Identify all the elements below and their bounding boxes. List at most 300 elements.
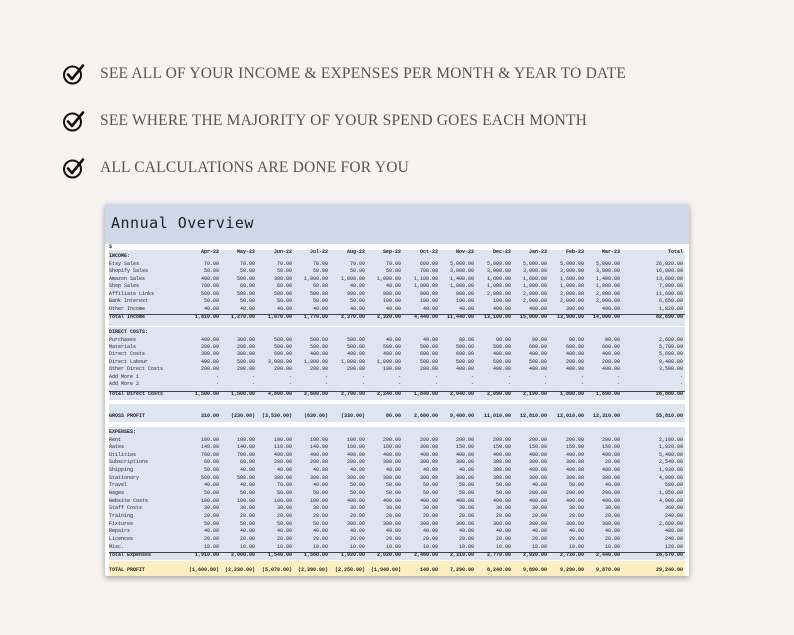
direct-cost-row-value: 500.00 <box>236 358 255 365</box>
expense-row-value: 150.00 <box>528 444 547 451</box>
direct-cost-row-value: 200.00 <box>273 366 292 373</box>
expense-row-value: 300.00 <box>492 520 511 527</box>
total-profit-value: 8,240.00 <box>486 566 511 573</box>
expenses-total-value: 2,020.00 <box>376 551 401 558</box>
expense-row-value: 240.00 <box>664 513 683 520</box>
expense-row-value: 300.00 <box>419 520 438 527</box>
total-profit-value: (1,940.00) <box>370 566 401 573</box>
expense-row-value: 300.00 <box>601 520 620 527</box>
expense-row-value: 30.00 <box>568 505 584 512</box>
expense-row-value: 200.00 <box>419 436 438 443</box>
expense-row-value: 10.00 <box>604 543 620 550</box>
income-row-value: 5,000.00 <box>486 260 511 267</box>
direct-costs-total-value: 26,880.00 <box>655 390 683 397</box>
income-row-value: 2,000.00 <box>522 290 547 297</box>
expense-row-value: 4,000.00 <box>658 497 683 504</box>
expense-row-value: 40.00 <box>349 467 365 474</box>
total-profit-value: 7,290.00 <box>449 566 474 573</box>
income-row-value: 300.00 <box>273 275 292 282</box>
income-row-value: 1,100.00 <box>413 275 438 282</box>
total-profit-value: 9,870.00 <box>595 566 620 573</box>
expense-row-value: 20.00 <box>495 536 511 543</box>
total-profit-value: (1,600.00) <box>188 566 219 573</box>
expense-row-label: Subscriptions <box>109 459 149 466</box>
month-header: Dec-22 <box>492 248 511 255</box>
income-total-value: 2,370.00 <box>340 313 365 320</box>
income-row-value: 50.00 <box>239 298 255 304</box>
gross-profit-value: 55,810.00 <box>655 412 683 419</box>
expense-row-value: 50.00 <box>458 490 474 497</box>
month-header: Jul-22 <box>309 248 328 255</box>
gross-profit-label: GROSS PROFIT <box>109 412 146 419</box>
expense-row-value: 150.00 <box>455 444 474 451</box>
expense-row-value: 50.00 <box>495 490 511 497</box>
expense-row-value: 400.00 <box>601 451 620 458</box>
direct-cost-row-value: 90.00 <box>568 336 584 343</box>
direct-cost-row-value: - <box>470 380 474 387</box>
direct-cost-row-value: 400.00 <box>528 351 547 358</box>
direct-costs-total-value: 2,190.00 <box>522 390 547 397</box>
expenses-total-value: 2,000.00 <box>230 551 255 558</box>
gross-profit-value: (330.00) <box>340 412 365 419</box>
income-row-value: 2,000.00 <box>559 290 584 297</box>
expense-row-value: 300.00 <box>346 520 365 527</box>
income-row-value: 5,000.00 <box>559 260 584 267</box>
expense-row-value: 40.00 <box>531 482 547 489</box>
income-row-value: 40.00 <box>312 305 328 312</box>
expense-row-value: 500.00 <box>200 474 219 481</box>
expense-row-value: 300.00 <box>382 474 401 481</box>
income-row-label: Etsy Sales <box>109 260 140 267</box>
month-header: Nov-22 <box>455 248 474 255</box>
direct-cost-row-value: 5,600.00 <box>658 351 683 358</box>
direct-cost-row-value: 600.00 <box>273 351 292 358</box>
direct-cost-row-value: - <box>434 373 438 380</box>
direct-cost-row-value: 500.00 <box>346 343 365 350</box>
expense-row-value: 500.00 <box>236 474 255 481</box>
expense-row-value: 300.00 <box>346 474 365 481</box>
direct-cost-row-value: - <box>507 373 511 380</box>
gross-profit-value: 310.00 <box>200 412 219 419</box>
direct-cost-row-value: 400.00 <box>200 336 219 343</box>
direct-cost-row-value: 3,000.00 <box>267 358 292 365</box>
direct-cost-row-value: - <box>251 380 255 387</box>
expenses-total-value: 2,770.00 <box>486 551 511 558</box>
income-row-value: 60.00 <box>312 283 328 289</box>
direct-cost-row-value: 200.00 <box>419 366 438 373</box>
income-total-label: Total Income <box>109 313 146 320</box>
expense-row-value: 20.00 <box>276 513 292 520</box>
sheet-title: Annual Overview <box>111 214 254 232</box>
expense-row-value: 2,540.00 <box>658 459 683 466</box>
expense-row-value: 200.00 <box>309 459 328 466</box>
expense-row-value: 100.00 <box>236 497 255 504</box>
direct-cost-row-value: - <box>215 373 219 380</box>
direct-cost-row-value: 400.00 <box>565 366 584 373</box>
income-row-value: 70.00 <box>239 260 255 267</box>
month-header: Mar-23 <box>601 248 620 255</box>
income-row-value: 3,000.00 <box>595 268 620 274</box>
direct-cost-row-value: 300.00 <box>200 351 219 358</box>
direct-cost-row-value: 400.00 <box>346 351 365 358</box>
expense-row-value: 100.00 <box>236 436 255 443</box>
expense-row-value: 400.00 <box>601 467 620 474</box>
income-row-value: 1,000.00 <box>303 275 328 282</box>
direct-costs-total-value: 1,840.00 <box>413 390 438 397</box>
expense-row-value: 100.00 <box>309 436 328 443</box>
expense-row-value: 10.00 <box>495 543 511 550</box>
expense-row-value: 400.00 <box>309 451 328 458</box>
income-row-value: 50.00 <box>349 268 365 274</box>
expense-row-label: Fixtures <box>109 520 134 527</box>
expense-row-value: 300.00 <box>565 474 584 481</box>
expense-row-value: 20.00 <box>422 513 438 520</box>
expense-row-value: 300.00 <box>455 520 474 527</box>
expense-row-value: 60.00 <box>239 459 255 466</box>
expense-row-label: Wages <box>109 490 125 497</box>
direct-cost-row-value: 5,700.00 <box>658 343 683 350</box>
income-row-label: Other Income <box>109 305 146 312</box>
income-row-value: 100.00 <box>455 298 474 304</box>
expense-row-value: 30.00 <box>604 505 620 512</box>
expense-row-value: 1,050.00 <box>658 490 683 497</box>
feature-item-3 <box>62 156 409 180</box>
income-total-value: 13,100.00 <box>483 313 511 320</box>
expense-row-value: 20.00 <box>604 459 620 466</box>
expense-row-value: 300.00 <box>455 474 474 481</box>
expenses-total-value: 2,720.00 <box>559 551 584 558</box>
income-row-value: 7,000.00 <box>658 283 683 289</box>
check-circle-icon <box>62 62 86 86</box>
total-profit-value: 29,240.00 <box>655 566 683 573</box>
expense-row-value: 300.00 <box>528 520 547 527</box>
income-row-value: 700.00 <box>419 268 438 274</box>
direct-cost-row-value: 600.00 <box>455 351 474 358</box>
income-row-value: 50.00 <box>203 298 219 304</box>
income-row-value: 1,000.00 <box>522 283 547 289</box>
expense-row-value: 200.00 <box>565 436 584 443</box>
expenses-total-value: 2,460.00 <box>413 551 438 558</box>
expense-row-value: 100.00 <box>273 436 292 443</box>
expense-row-value: 300.00 <box>528 459 547 466</box>
total-profit-label: TOTAL PROFIT <box>109 566 146 573</box>
direct-cost-row-value: - <box>324 373 328 380</box>
expense-row-value: 50.00 <box>276 490 292 497</box>
expense-row-value: 50.00 <box>276 520 292 527</box>
expense-row-value: 240.00 <box>664 536 683 543</box>
expense-row-value: 300.00 <box>419 459 438 466</box>
direct-cost-row-label: Other Direct Costs <box>109 366 164 373</box>
direct-cost-row-value: 3,500.00 <box>658 366 683 373</box>
expense-row-value: 400.00 <box>419 451 438 458</box>
expense-row-value: 400.00 <box>455 451 474 458</box>
month-header: Total <box>667 248 683 255</box>
expense-row-value: 400.00 <box>565 467 584 474</box>
income-row-value: 50.00 <box>276 268 292 274</box>
income-row-value: 900.00 <box>346 290 365 297</box>
expense-row-value: 10.00 <box>239 543 255 550</box>
direct-cost-row-value: 90.00 <box>495 336 511 343</box>
income-row-label: Affiliate Links <box>109 290 155 297</box>
expense-row-value: 30.00 <box>276 505 292 512</box>
income-row-value: 1,400.00 <box>595 275 620 282</box>
income-row-value: 16,000.00 <box>655 268 683 274</box>
expense-row-value: 300.00 <box>565 459 584 466</box>
expense-row-value: 30.00 <box>531 505 547 512</box>
income-row-value: 13,600.00 <box>655 275 683 282</box>
income-row-value: 1,600.00 <box>522 275 547 282</box>
direct-cost-row-value: 500.00 <box>492 343 511 350</box>
direct-cost-row-value: 400.00 <box>382 351 401 358</box>
direct-cost-row-value: - <box>679 380 683 387</box>
total-profit-value: (2,390.00) <box>297 566 328 573</box>
expense-row-value: 10.00 <box>531 543 547 550</box>
gross-profit-value: 12,810.00 <box>519 412 547 419</box>
expenses-total-value: 1,540.00 <box>267 551 292 558</box>
income-row-value: 3,000.00 <box>486 268 511 274</box>
income-row-value: 600.00 <box>419 260 438 267</box>
expense-row-value: 100.00 <box>309 497 328 504</box>
direct-cost-row-value: - <box>361 380 365 387</box>
direct-cost-row-value: - <box>580 380 584 387</box>
income-total-value: 15,000.00 <box>519 313 547 320</box>
expense-row-value: 50.00 <box>203 490 219 497</box>
expense-row-label: Licences <box>109 536 134 543</box>
expense-row-value: 20.00 <box>422 536 438 543</box>
income-row-value: 1,400.00 <box>449 275 474 282</box>
expense-row-value: 580.00 <box>664 482 683 489</box>
expense-row-value: 70.00 <box>276 482 292 489</box>
expense-row-label: Training <box>109 513 134 520</box>
direct-cost-row-value: 400.00 <box>601 351 620 358</box>
income-row-value: 900.00 <box>455 290 474 297</box>
expense-row-value: 200.00 <box>601 490 620 497</box>
expense-row-label: Website Costs <box>109 497 149 504</box>
feature-item-1 <box>62 62 626 86</box>
expense-row-value: 10.00 <box>385 543 401 550</box>
expense-row-value: 200.00 <box>382 436 401 443</box>
income-row-label: Shop Sales <box>109 283 140 289</box>
direct-cost-row-value: 40.00 <box>422 336 438 343</box>
expense-row-label: Rent <box>109 436 122 443</box>
annual-overview-sheet <box>105 204 689 576</box>
expense-row-label: Shipping <box>109 467 134 474</box>
expense-row-value: 300.00 <box>309 474 328 481</box>
expense-row-value: 40.00 <box>458 528 474 535</box>
expenses-total-value: 1,910.00 <box>194 551 219 558</box>
expense-row-label: Rates <box>109 444 125 451</box>
expense-row-label: Travel <box>109 482 128 489</box>
expense-row-value: 20.00 <box>203 513 219 520</box>
expense-row-value: 20.00 <box>385 513 401 520</box>
expense-row-value: 20.00 <box>604 513 620 520</box>
currency-symbol: $ <box>109 243 113 250</box>
expense-row-value: 50.00 <box>349 482 365 489</box>
direct-cost-row-value: 1,000.00 <box>340 358 365 365</box>
expense-row-value: 160.00 <box>382 444 401 451</box>
income-total-value: 82,690.00 <box>655 313 683 320</box>
income-row-value: 900.00 <box>382 290 401 297</box>
gross-profit-value: 9,400.00 <box>449 412 474 419</box>
gross-profit-value: (3,530.00) <box>261 412 292 419</box>
direct-cost-row-value: - <box>397 373 401 380</box>
expense-row-value: 140.00 <box>236 444 255 451</box>
expense-row-value: 40.00 <box>385 467 401 474</box>
direct-cost-row-label: Add More 2 <box>109 380 140 387</box>
direct-costs-total-label: Total Direct Costs <box>109 390 164 397</box>
income-row-value: 70.00 <box>312 260 328 267</box>
expense-row-value: 40.00 <box>422 467 438 474</box>
expense-row-value: 200.00 <box>346 459 365 466</box>
direct-cost-row-value: 200.00 <box>346 366 365 373</box>
expense-row-value: 360.00 <box>664 505 683 512</box>
expense-row-value: 400.00 <box>565 497 584 504</box>
income-row-label: Amazon Sales <box>109 275 146 282</box>
expense-row-value: 300.00 <box>492 474 511 481</box>
direct-cost-row-value: - <box>288 380 292 387</box>
income-row-value: 1,000.00 <box>595 283 620 289</box>
expense-row-value: 4,000.00 <box>658 474 683 481</box>
expense-row-value: 100.00 <box>346 436 365 443</box>
income-row-value: 50.00 <box>385 268 401 274</box>
income-row-value: 5,000.00 <box>522 260 547 267</box>
expense-row-value: 40.00 <box>349 528 365 535</box>
expense-row-value: 10.00 <box>422 543 438 550</box>
expense-row-label: Repairs <box>109 528 131 535</box>
expense-row-value: 50.00 <box>422 482 438 489</box>
income-row-value: 6,650.00 <box>658 298 683 304</box>
income-row-value: 500.00 <box>200 290 219 297</box>
income-row-value: 40.00 <box>385 305 401 312</box>
gross-profit-value: 12,010.00 <box>556 412 584 419</box>
expense-row-value: 300.00 <box>528 474 547 481</box>
expense-row-value: 20.00 <box>276 536 292 543</box>
income-row-value: 300.00 <box>565 305 584 312</box>
direct-cost-row-value: 500.00 <box>273 336 292 343</box>
direct-costs-total-value: 2,700.00 <box>340 390 365 397</box>
direct-cost-row-value: 500.00 <box>273 343 292 350</box>
income-row-value: 1,000.00 <box>486 283 511 289</box>
expense-row-value: 50.00 <box>385 482 401 489</box>
expense-row-value: 140.00 <box>200 444 219 451</box>
direct-cost-row-value: 600.00 <box>565 343 584 350</box>
expense-row-label: Stationary <box>109 474 140 481</box>
expense-row-label: Utilities <box>109 451 137 458</box>
expense-row-value: 20.00 <box>239 513 255 520</box>
direct-costs-header: DIRECT COSTS: <box>109 328 149 335</box>
direct-costs-total-value: 1,690.00 <box>595 390 620 397</box>
direct-cost-row-label: Add More 1 <box>109 373 140 380</box>
expense-row-value: 20.00 <box>203 536 219 543</box>
expense-row-value: 2,600.00 <box>658 520 683 527</box>
income-row-value: 100.00 <box>419 298 438 304</box>
expense-row-value: 40.00 <box>495 528 511 535</box>
income-row-value: 60.00 <box>239 283 255 289</box>
expense-row-value: 400.00 <box>382 497 401 504</box>
expense-row-value: 50.00 <box>203 467 219 474</box>
income-row-value: 700.00 <box>200 283 219 289</box>
expense-row-value: 700.00 <box>236 451 255 458</box>
expense-row-value: 300.00 <box>601 474 620 481</box>
direct-cost-row-value: 500.00 <box>492 358 511 365</box>
direct-cost-row-value: - <box>251 373 255 380</box>
income-row-value: 70.00 <box>385 260 401 267</box>
direct-cost-row-value: 200.00 <box>565 358 584 365</box>
expense-row-value: 160.00 <box>346 444 365 451</box>
expense-row-value: 150.00 <box>565 444 584 451</box>
income-row-value: 2,000.00 <box>595 298 620 304</box>
income-row-label: Shopify Sales <box>109 268 149 274</box>
direct-cost-row-value: 400.00 <box>601 366 620 373</box>
gross-profit-value: (830.00) <box>303 412 328 419</box>
direct-costs-total-value: 1,500.00 <box>194 390 219 397</box>
month-header: Jan-23 <box>528 248 547 255</box>
income-total-value: 14,000.00 <box>592 313 620 320</box>
income-total-value: 13,900.00 <box>556 313 584 320</box>
total-profit-value: 140.00 <box>419 566 438 573</box>
expense-row-value: 110.00 <box>273 444 292 451</box>
expense-row-value: 300.00 <box>273 474 292 481</box>
month-header: May-22 <box>236 248 255 255</box>
direct-cost-row-label: Direct Labour <box>109 358 149 365</box>
direct-cost-row-value: 400.00 <box>492 351 511 358</box>
income-row-value: 3,000.00 <box>559 268 584 274</box>
expense-row-value: 20.00 <box>495 513 511 520</box>
direct-cost-row-value: 200.00 <box>601 358 620 365</box>
expense-row-value: 40.00 <box>604 482 620 489</box>
expense-row-value: 40.00 <box>422 528 438 535</box>
income-row-value: 500.00 <box>236 290 255 297</box>
expense-row-value: 40.00 <box>385 528 401 535</box>
expense-row-value: 200.00 <box>565 490 584 497</box>
direct-costs-total-value: 2,600.00 <box>303 390 328 397</box>
direct-cost-row-value: 500.00 <box>309 343 328 350</box>
expense-row-value: 40.00 <box>239 482 255 489</box>
income-row-label: Bank Interest <box>109 298 149 304</box>
expense-row-value: 400.00 <box>346 497 365 504</box>
direct-cost-row-value: - <box>507 380 511 387</box>
direct-cost-row-value: 600.00 <box>528 343 547 350</box>
expense-row-value: 40.00 <box>312 482 328 489</box>
expense-row-value: 200.00 <box>528 490 547 497</box>
check-circle-icon <box>62 109 86 133</box>
month-header: Sep-22 <box>382 248 401 255</box>
expense-row-value: 60.00 <box>203 459 219 466</box>
direct-cost-row-value: 600.00 <box>601 343 620 350</box>
expense-row-value: 400.00 <box>273 451 292 458</box>
expense-row-value: 400.00 <box>382 451 401 458</box>
expense-row-label: Misc. <box>109 543 125 550</box>
expense-row-value: 140.00 <box>309 444 328 451</box>
direct-cost-row-value: - <box>434 380 438 387</box>
expense-row-value: 300.00 <box>492 459 511 466</box>
expense-row-value: 40.00 <box>276 528 292 535</box>
expense-row-value: 40.00 <box>276 467 292 474</box>
income-row-value: 50.00 <box>203 268 219 274</box>
gross-profit-value: (230.00) <box>230 412 255 419</box>
direct-cost-row-value: - <box>215 380 219 387</box>
expense-row-value: 50.00 <box>312 490 328 497</box>
income-row-value: 26,020.00 <box>655 260 683 267</box>
month-header: Apr-22 <box>200 248 219 255</box>
expense-row-value: 1,920.00 <box>658 444 683 451</box>
income-total-value: 1,770.00 <box>303 313 328 320</box>
expense-row-value: 50.00 <box>349 490 365 497</box>
expense-row-value: 300.00 <box>382 459 401 466</box>
income-row-value: 50.00 <box>349 298 365 304</box>
direct-costs-total-value: 1,890.00 <box>559 390 584 397</box>
direct-cost-row-value: 400.00 <box>492 366 511 373</box>
